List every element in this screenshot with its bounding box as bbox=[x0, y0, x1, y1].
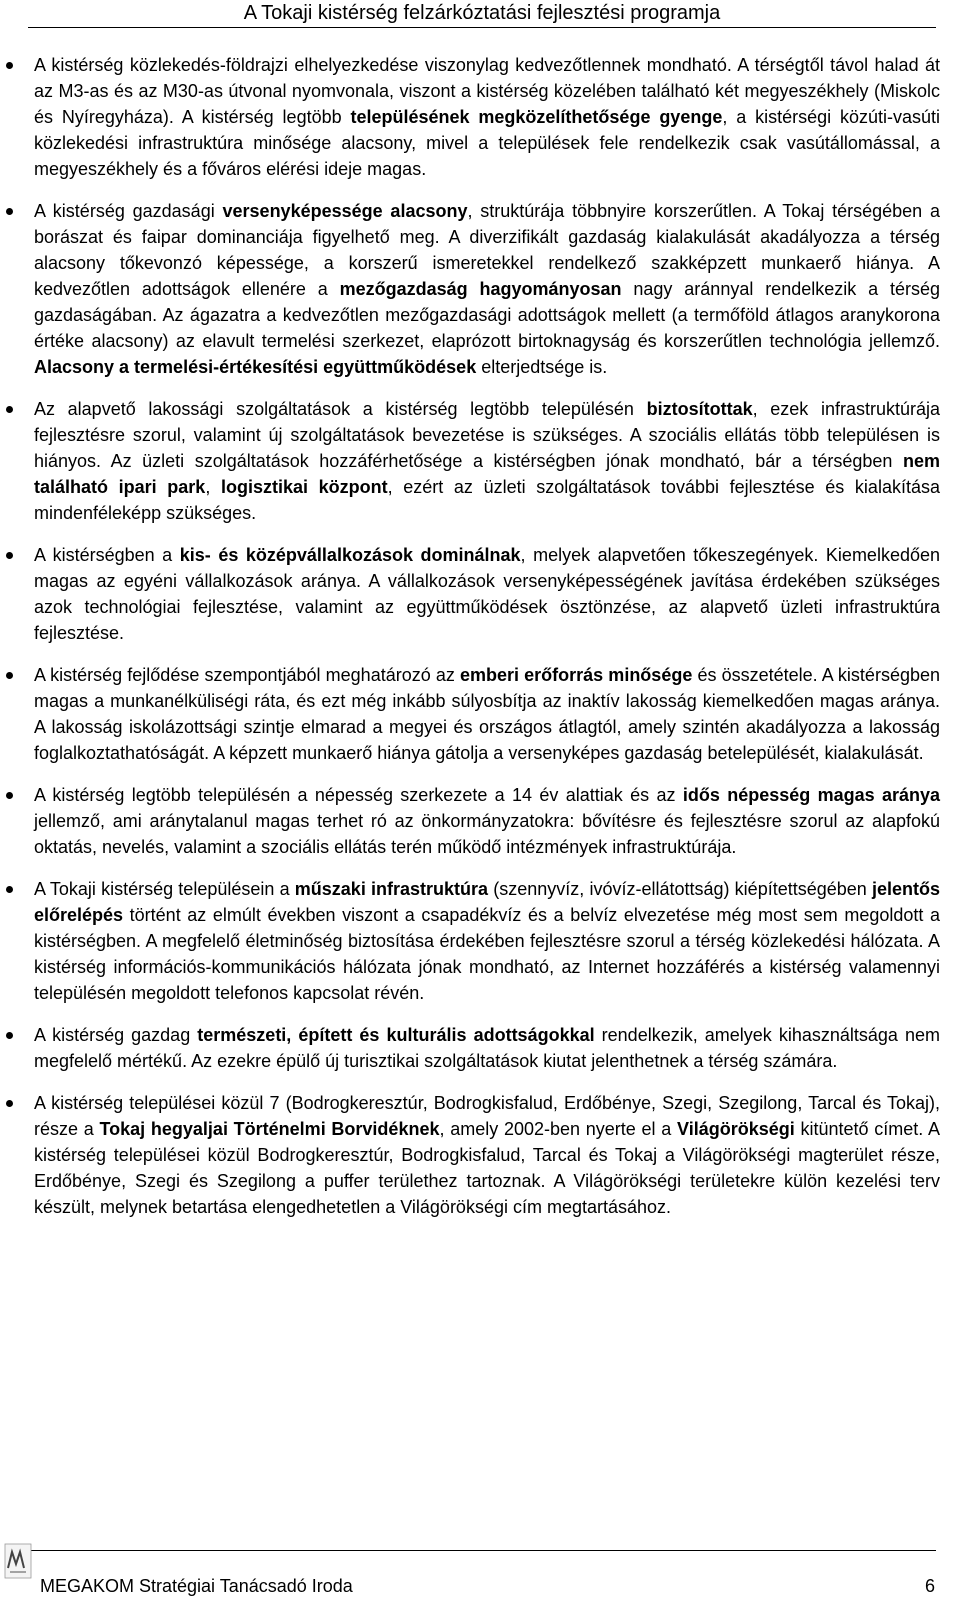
bullet-icon bbox=[6, 208, 13, 215]
bold-text: Világörökségi bbox=[677, 1119, 795, 1139]
bullet-paragraph bbox=[0, 52, 960, 182]
text-run: , bbox=[205, 477, 221, 497]
bullet-list bbox=[0, 52, 960, 1220]
text-run: A Tokaji kistérség településein a bbox=[34, 879, 295, 899]
bold-text: jelentős előrelépés bbox=[34, 879, 941, 925]
bullet-icon bbox=[6, 792, 13, 799]
text-run: A kistérség közlekedés-földrajzi elhelyezkedése viszonylag kedvezőtlennek mondható. A térségtől távol halad át az M3-as és az M30-as útvonal nyomvonala, viszont a kistérség közelében található két megyeszékhely (Miskolc és Nyíregyháza). A kistérség legtöbb bbox=[34, 55, 940, 127]
bold-text: kis- és középvállalkozások dominálnak bbox=[179, 545, 521, 565]
bold-text: biztosítottak bbox=[646, 399, 753, 419]
text-run: A kistérség fejlődése szempontjából meghatározó az bbox=[34, 665, 460, 685]
footer-divider bbox=[28, 1550, 936, 1551]
bullet-icon bbox=[6, 672, 13, 679]
text-run: A kistérség gazdag bbox=[34, 1025, 198, 1045]
bullet-icon bbox=[6, 886, 13, 893]
text-run: A kistérségben a bbox=[34, 545, 180, 565]
text-run: jellemző, ami aránytalanul magas terhet ró az önkormányzatokra: bővítésre és fejlesztésre szorul az alapfokú oktatás, nevelés, valamint a szociális ellátás terén működő intézmények infrastruktúrája. bbox=[34, 811, 940, 857]
bold-text: nem található ipari park bbox=[34, 451, 940, 497]
bullet-paragraph bbox=[0, 1090, 960, 1220]
bold-text: településének megközelíthetősége gyenge bbox=[350, 107, 723, 127]
bold-text: emberi erőforrás minősége bbox=[460, 665, 693, 685]
text-run: nagy aránnyal rendelkezik a térség gazdaságában. Az ágazatra a kedvezőtlen mezőgazdasági adottságok mellett (a termőföld átlagos aranykorona értéke alacsony) az elavult termelési szerkezet, elaprózott birtoknagyság és korszerűtlen technológia jellemző. bbox=[34, 279, 940, 351]
text-run: , ezek infrastruktúrája fejlesztésre szorul, valamint új szolgáltatások bevezetése is szükséges. A szociális ellátás több településen is hiányos. Az üzleti szolgáltatások hozzáférhetősége a kistérségben jónak mondható, bár a térségben bbox=[34, 399, 940, 471]
text-run: kitüntető címet. A kistérség települései közül Bodrogkeresztúr, Bodrogkisfalud, Tarcal és Tokaj a Világörökségi magterület része, Erdőbénye, Szegi és Szegilong a puffer területhez tartoznak. A Világörökségi területekre külön kezelési terv készült, melynek betartása elengedhetetlen a Világörökségi cím megtartásához. bbox=[34, 1119, 941, 1217]
bold-text: mezőgazdaság hagyományosan bbox=[339, 279, 622, 299]
document-body bbox=[0, 52, 960, 1236]
bullet-icon bbox=[6, 62, 13, 69]
text-run: (szennyvíz, ivóvíz-ellátottság) kiépítettségében bbox=[488, 879, 872, 899]
text-run: A kistérség gazdasági bbox=[34, 201, 223, 221]
page-footer bbox=[0, 1542, 960, 1602]
bullet-paragraph bbox=[0, 198, 960, 380]
bullet-icon bbox=[6, 1032, 13, 1039]
bold-text: természeti, épített és kulturális adottságokkal bbox=[197, 1025, 595, 1045]
bold-text: Alacsony a termelési-értékesítési együttműködések bbox=[34, 357, 477, 377]
bullet-paragraph bbox=[0, 782, 960, 860]
bold-text: versenyképessége alacsony bbox=[222, 201, 468, 221]
page-number: 6 bbox=[924, 1576, 935, 1596]
text-run: , struktúrája többnyire korszerűtlen. A Tokaj térségében a borászat és faipar dominanciája figyelhető meg. A diverzifikált gazdaság kialakulását akadályozza a térség alacsony tőkevonzó képessége, a korszerű ismeretekkel rendelkező szakképzett munkaerő hiánya. A kedvezőtlen adottságok ellenére a bbox=[34, 201, 940, 299]
text-run: , ezért az üzleti szolgáltatások további fejlesztése és kialakítása mindenféleképp szükséges. bbox=[34, 477, 940, 523]
bullet-paragraph bbox=[0, 396, 960, 526]
bullet-paragraph bbox=[0, 876, 960, 1006]
text-run: , melyek alapvetően tőkeszegények. Kiemelkedően magas az egyéni vállalkozások aránya. A vállalkozások versenyképességének javítása érdekében szükséges azok technológiai fejlesztése, valamint az együttműködések ösztönzése, az alapvető üzleti infrastruktúra fejlesztése. bbox=[34, 545, 940, 643]
bullet-icon bbox=[6, 406, 13, 413]
text-run: , amely 2002-ben nyerte el a bbox=[439, 1119, 678, 1139]
text-run: és összetétele. A kistérségben magas a munkanélküliségi ráta, és ezt még inkább súlyosbítja az inaktív lakosság kiemelkedően magas aránya. A lakosság iskolázottsági szintje elmarad a megyei és országos átlagtól, amely szintén akadályozza a lakosság foglalkoztathatóságát. A képzett munkaerő hiánya gátolja a versenyképes gazdaság betelepülését, kialakulását. bbox=[34, 665, 940, 763]
page-header bbox=[28, 0, 936, 28]
bullet-paragraph bbox=[0, 1022, 960, 1074]
text-run: történt az elmúlt években viszont a csapadékvíz és a belvíz elvezetése még most sem megoldott a kistérségben. A megfelelő életminőség biztosítása érdekében fejlesztésre szorul a térség közlekedési hálózata. A kistérség információs-kommunikációs hálózata jónak mondható, az Internet hozzáférés a kistérség valamennyi településén megoldott telefonos kapcsolat révén. bbox=[34, 905, 940, 1003]
text-run: Az alapvető lakossági szolgáltatások a kistérség legtöbb településén bbox=[34, 399, 647, 419]
text-run: elterjedtsége is. bbox=[476, 357, 608, 377]
bullet-icon bbox=[6, 552, 13, 559]
bullet-paragraph bbox=[0, 542, 960, 646]
document-title: A Tokaji kistérség felzárkóztatási fejlesztési programja bbox=[243, 2, 721, 24]
footer-company-name: MEGAKOM Stratégiai Tanácsadó Iroda bbox=[40, 1576, 353, 1596]
bold-text: idős népesség magas aránya bbox=[682, 785, 941, 805]
bullet-icon bbox=[6, 1100, 13, 1107]
bold-text: logisztikai központ bbox=[220, 477, 388, 497]
bold-text: Tokaj hegyaljai Történelmi Borvidéknek bbox=[99, 1119, 440, 1139]
text-run: A kistérség legtöbb településén a népesség szerkezete a 14 év alattiak és az bbox=[34, 785, 683, 805]
text-run: rendelkezik, amelyek kihasználtsága nem megfelelő mértékű. Az ezekre épülő új turisztikai szolgáltatások kiutat jelenthetnek a térség számára. bbox=[34, 1025, 940, 1071]
text-run: A kistérség települései közül 7 (Bodrogkeresztúr, Bodrogkisfalud, Erdőbénye, Szegi, Szegilong, Tarcal és Tokaj), része a bbox=[34, 1093, 940, 1139]
bullet-paragraph bbox=[0, 662, 960, 766]
bold-text: műszaki infrastruktúra bbox=[294, 879, 489, 899]
megakom-logo-icon bbox=[4, 1542, 32, 1580]
text-run: , a kistérségi közúti-vasúti közlekedési infrastruktúra minősége alacsony, mivel a települések fele rendelkezik csak vasútállomással, a megyeszékhely és a főváros elérési ideje magas. bbox=[34, 107, 941, 179]
